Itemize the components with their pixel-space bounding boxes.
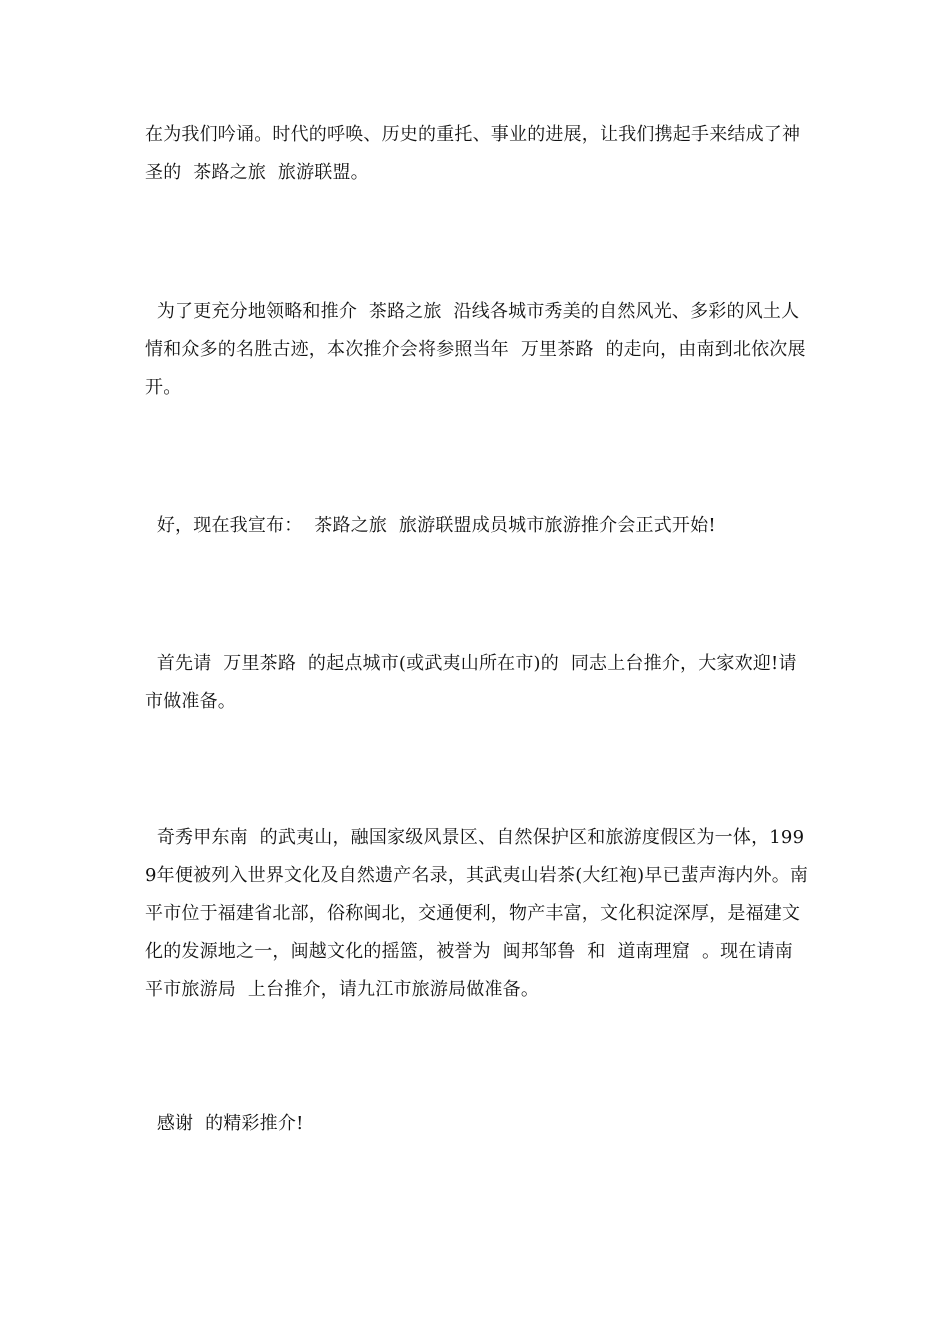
paragraph-introduction: 为了更充分地领略和推介 茶路之旅 沿线各城市秀美的自然风光、多彩的风土人情和众多的名胜古迹，本次推介会将参照当年 万里茶路 的走向，由南到北依次展开。 <box>145 301 806 398</box>
paragraph-announcement: 好，现在我宣布： 茶路之旅 旅游联盟成员城市旅游推介会正式开始! <box>145 515 716 536</box>
paragraph-alliance: 在为我们吟诵。时代的呼唤、历史的重托、事业的进展，让我们携起手来结成了神圣的 茶路之旅 旅游联盟。 <box>145 124 801 183</box>
paragraph-first-speaker: 首先请 万里茶路 的起点城市(或武夷山所在市)的 同志上台推介，大家欢迎!请 市做准备。 <box>145 653 809 712</box>
paragraph-wuyishan: 奇秀甲东南 的武夷山，融国家级风景区、自然保护区和旅游度假区为一体，1999年便被列入世界文化及自然遗产名录，其武夷山岩茶(大红袍)早已蜚声海内外。南平市位于福建省北部，俗称闽北，交通便利，物产丰富，文化积淀深厚，是福建文化的发源地之一，闽越文化的摇篮，被誉为 闽邦邹鲁 和 道南理窟 。现在请南平市旅游局 上台推介，请九江市旅游局做准备。 <box>145 827 809 1000</box>
paragraph-thanks: 感谢 的精彩推介! <box>145 1113 304 1134</box>
